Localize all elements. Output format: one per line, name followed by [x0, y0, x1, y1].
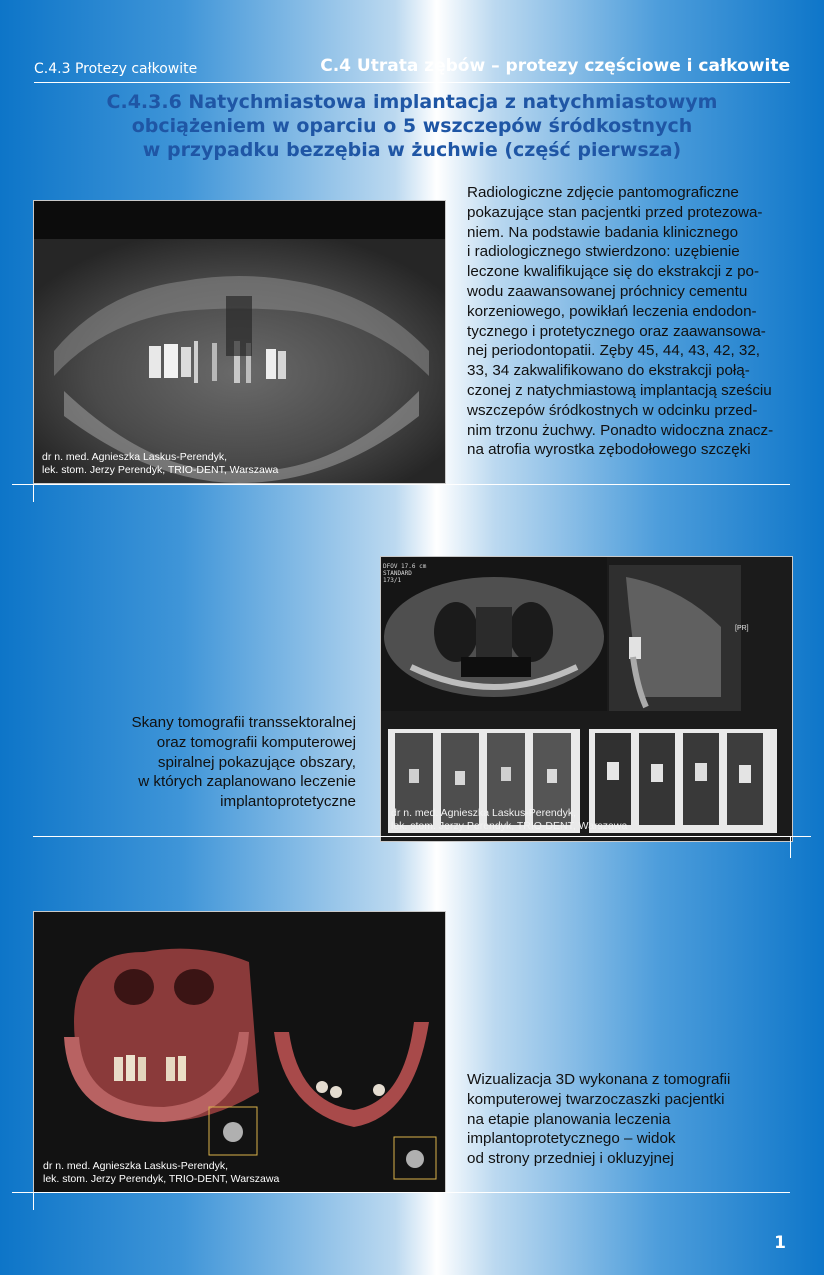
- text-line: Radiologiczne zdjęcie pantomograficzne: [467, 184, 739, 201]
- panoramic-xray-drawing: [34, 201, 445, 483]
- image-credit: [391, 807, 627, 833]
- text-line: niem. Na podstawie badania klinicznego: [467, 223, 739, 241]
- text-line: czonej z natychmiastową implantacją sześciu: [467, 381, 772, 399]
- text-line: nim trzonu żuchwy. Ponadto widoczna znacz-: [467, 421, 774, 439]
- ct-scans-drawing: [381, 557, 792, 841]
- text-line: implantoprotetycznego – widok: [467, 1130, 676, 1148]
- header-rule: [34, 82, 790, 83]
- section-tick: [33, 484, 34, 502]
- image-credit: [42, 451, 278, 477]
- ct-scans-image: [380, 556, 793, 842]
- text-line: korzeniowego, powikłań leczenia endodon-: [467, 302, 757, 320]
- title-line: C.4.3.6 Natychmiastowa implantacja z natychmiastowym: [106, 91, 718, 113]
- credit-line: lek. stom. Jerzy Perendyk, TRIO-DENT, Warszawa: [391, 820, 628, 832]
- text-line: na atrofia wyrostka zębodołowego szczęki: [467, 441, 751, 459]
- credit-line: dr n. med. Agnieszka Laskus-Perendyk,: [42, 451, 228, 463]
- section-rule: [33, 836, 811, 837]
- title-line: w przypadku bezzębia w żuchwie (część pierwsza): [142, 139, 682, 161]
- description-3d: [467, 1070, 730, 1169]
- panoramic-xray-image: [33, 200, 446, 484]
- 3d-visualization-image: [33, 911, 446, 1193]
- text-line: od strony przedniej i okluzyjnej: [467, 1150, 674, 1168]
- credit-line: dr n. med. Agnieszka Laskus-Perendyk,: [43, 1160, 229, 1172]
- pr-label: [PR]: [735, 625, 749, 632]
- overlay-line: DFOV 17.6 cm: [383, 563, 427, 570]
- text-line: na etapie planowania leczenia: [467, 1110, 671, 1128]
- text-line: oraz tomografii komputerowej: [156, 733, 356, 751]
- overlay-line: STANDARD: [383, 570, 412, 577]
- text-line: implantoprotetyczne: [220, 793, 356, 811]
- credit-line: lek. stom. Jerzy Perendyk, TRIO-DENT, Warszawa: [43, 1173, 280, 1185]
- text-line: leczone kwalifikujące się do ekstrakcji z po-: [467, 263, 760, 281]
- 3d-visualization-drawing: [34, 912, 445, 1192]
- section-rule: [12, 484, 790, 485]
- credit-line: dr n. med. Agnieszka Laskus-Perendyk,: [391, 807, 577, 819]
- text-line: komputerowej twarzoczaszki pacjentki: [467, 1090, 725, 1108]
- page-number: 1: [774, 1233, 786, 1253]
- image-credit: [43, 1160, 279, 1186]
- title-line: obciążeniem w oparciu o 5 wszczepów śródkostnych: [131, 115, 693, 137]
- text-line: spiralnej pokazujące obszary,: [157, 753, 356, 771]
- overlay-line: 173/1: [383, 577, 402, 584]
- text-line: 33, 34 zakwalifikowano do ekstrakcji połą-: [467, 362, 750, 380]
- text-line: wodu zaawansowanej próchnicy cementu: [467, 282, 748, 300]
- description-pantomogram: [467, 183, 773, 460]
- credit-line: lek. stom. Jerzy Perendyk, TRIO-DENT, Warszawa: [42, 464, 279, 476]
- section-rule: [12, 1192, 790, 1193]
- text-line: i radiologicznego stwierdzono: uzębienie: [467, 243, 740, 261]
- running-header-right: C.4 Utrata zębów – protezy częściowe i całkowite: [320, 56, 790, 76]
- text-line: tycznego i protetycznego oraz zaawansowa-: [467, 322, 766, 340]
- description-ct-scans: [131, 713, 356, 812]
- ct-overlay-text: [383, 563, 426, 584]
- text-line: Skany tomografii transsektoralnej: [131, 714, 356, 731]
- text-line: Wizualizacja 3D wykonana z tomografii: [467, 1071, 731, 1088]
- section-tick: [33, 1192, 34, 1210]
- running-header-left: C.4.3 Protezy całkowite: [34, 61, 198, 77]
- text-line: w których zaplanowano leczenie: [138, 773, 356, 791]
- text-line: nej periodontopatii. Zęby 45, 44, 43, 42, 32,: [467, 342, 760, 360]
- page-title: [0, 90, 824, 162]
- text-line: pokazujące stan pacjentki przed protezowa-: [467, 203, 763, 221]
- section-tick: [790, 836, 791, 858]
- text-line: wszczepów śródkostnych w odcinku przed-: [467, 401, 758, 419]
